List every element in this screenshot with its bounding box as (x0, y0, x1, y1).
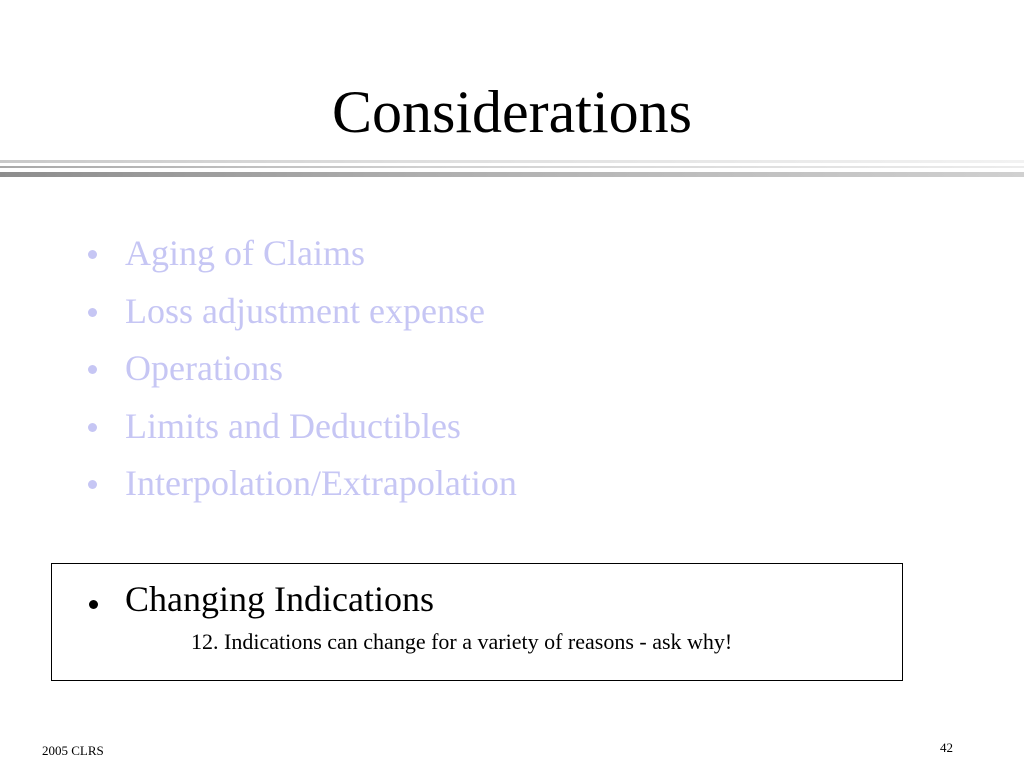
bullet-text: Interpolation/Extrapolation (125, 463, 517, 503)
bullet-dot-icon (88, 480, 97, 489)
bullet-item-operations (0, 343, 1024, 401)
title-divider-line-3 (0, 172, 1024, 177)
footer-source: 2005 CLRS (42, 743, 104, 758)
highlight-heading: Changing Indications (125, 579, 434, 619)
bullet-item-interpolation-extrapolation (0, 458, 1024, 516)
bullet-dot-icon (88, 250, 97, 259)
bullet-dot-icon (88, 308, 97, 317)
bullet-dot-icon (88, 365, 97, 374)
bullet-text: Limits and Deductibles (125, 405, 461, 446)
title-divider-line-2 (0, 166, 1024, 168)
bullet-text: Operations (125, 348, 283, 388)
bullet-dot-icon (88, 423, 97, 432)
slide-title: Considerations (332, 79, 692, 145)
bullet-item-aging-of-claims (0, 228, 1024, 286)
title-divider-line-1 (0, 160, 1024, 163)
page-number: 42 (940, 740, 953, 755)
bullet-text: Aging of Claims (125, 233, 365, 273)
bullet-item-loss-adjustment-expense (0, 286, 1024, 344)
bullet-dot-icon (89, 600, 98, 609)
highlight-note: 12. Indications can change for a variety of reasons - ask why! (191, 629, 733, 654)
bullet-list (0, 228, 1024, 516)
bullet-text: Loss adjustment expense (125, 290, 485, 331)
bullet-item-limits-and-deductibles (0, 401, 1024, 459)
highlight-box (51, 563, 903, 681)
